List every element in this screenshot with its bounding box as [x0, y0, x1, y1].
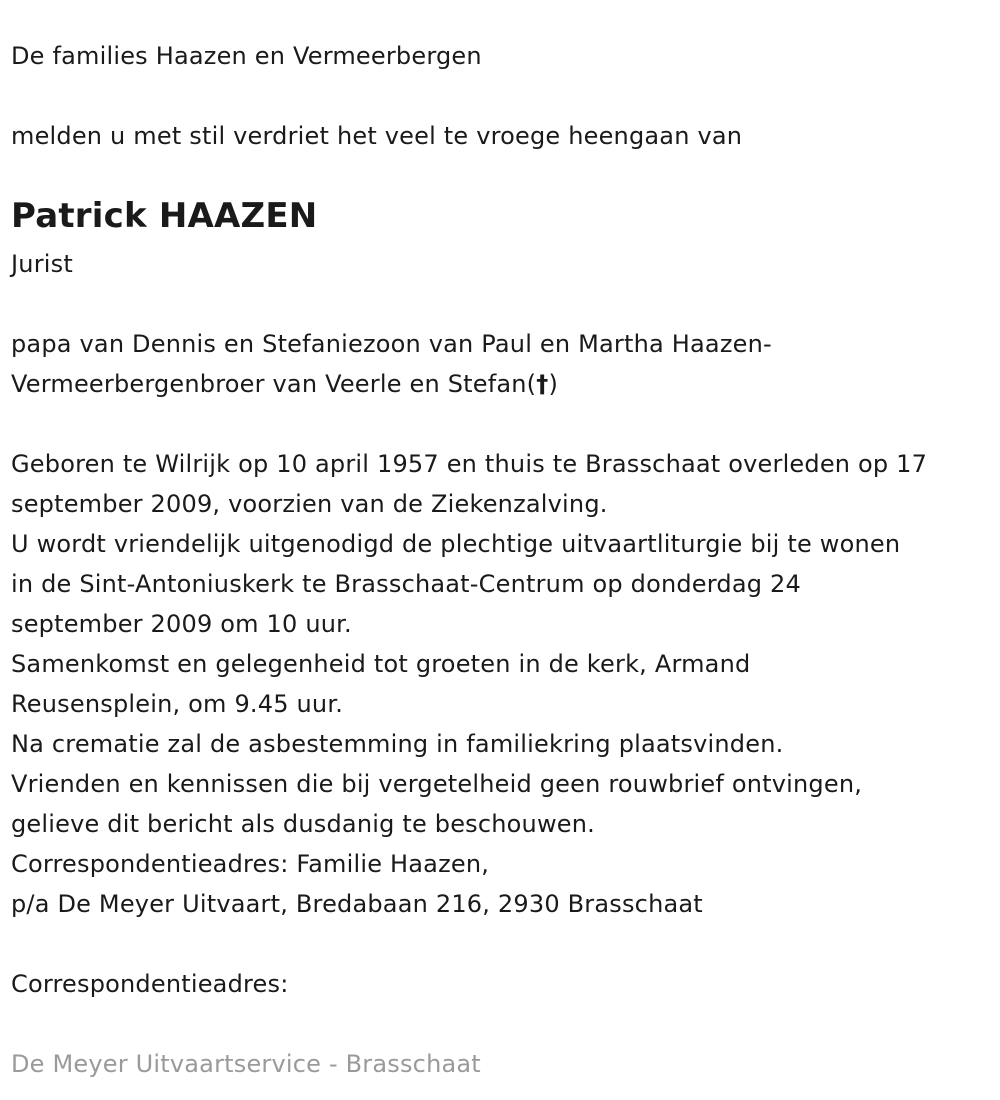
body-line: U wordt vriendelijk uitgenodigd de plechtige uitvaartliturgie bij te wonen — [11, 530, 901, 558]
body-line: Correspondentieadres: Familie Haazen, — [11, 850, 490, 878]
deceased-name: Patrick HAAZEN — [11, 196, 318, 236]
intro-text: De families Haazen en Vermeerbergen — [11, 42, 482, 70]
body-line: gelieve dit bericht als dusdanig te beschouwen. — [11, 810, 596, 838]
body-line: Vrienden en kennissen die bij vergetelheid geen rouwbrief ontvingen, — [11, 770, 863, 798]
family-line-2 — [11, 364, 558, 404]
family-line-1: papa van Dennis en Stefaniezoon van Paul en Martha Haazen- — [11, 330, 772, 358]
correspondence-label: Correspondentieadres: — [11, 970, 289, 998]
family-line-2-end: ) — [548, 370, 559, 398]
notice-body — [11, 444, 927, 924]
body-line: Geboren te Wilrijk op 10 april 1957 en thuis te Brasschaat overleden op 17 — [11, 450, 928, 478]
body-line: in de Sint-Antoniuskerk te Brasschaat-Centrum op donderdag 24 — [11, 570, 801, 598]
funeral-service-name: De Meyer Uitvaartservice - Brasschaat — [11, 1050, 481, 1078]
body-line: september 2009 om 10 uur. — [11, 610, 352, 638]
announcement-text: melden u met stil verdriet het veel te vroege heengaan van — [11, 122, 743, 150]
body-line: Samenkomst en gelegenheid tot groeten in de kerk, Armand — [11, 650, 751, 678]
body-line: p/a De Meyer Uitvaart, Bredabaan 216, 2930 Brasschaat — [11, 890, 703, 918]
cross-icon: † — [536, 370, 549, 398]
profession-text: Jurist — [11, 250, 73, 278]
body-line: Reusensplein, om 9.45 uur. — [11, 690, 344, 718]
body-line: Na crematie zal de asbestemming in familiekring plaatsvinden. — [11, 730, 784, 758]
family-line-2-text: Vermeerbergenbroer van Veerle en Stefan( — [11, 370, 537, 398]
body-line: september 2009, voorzien van de Ziekenzalving. — [11, 490, 608, 518]
